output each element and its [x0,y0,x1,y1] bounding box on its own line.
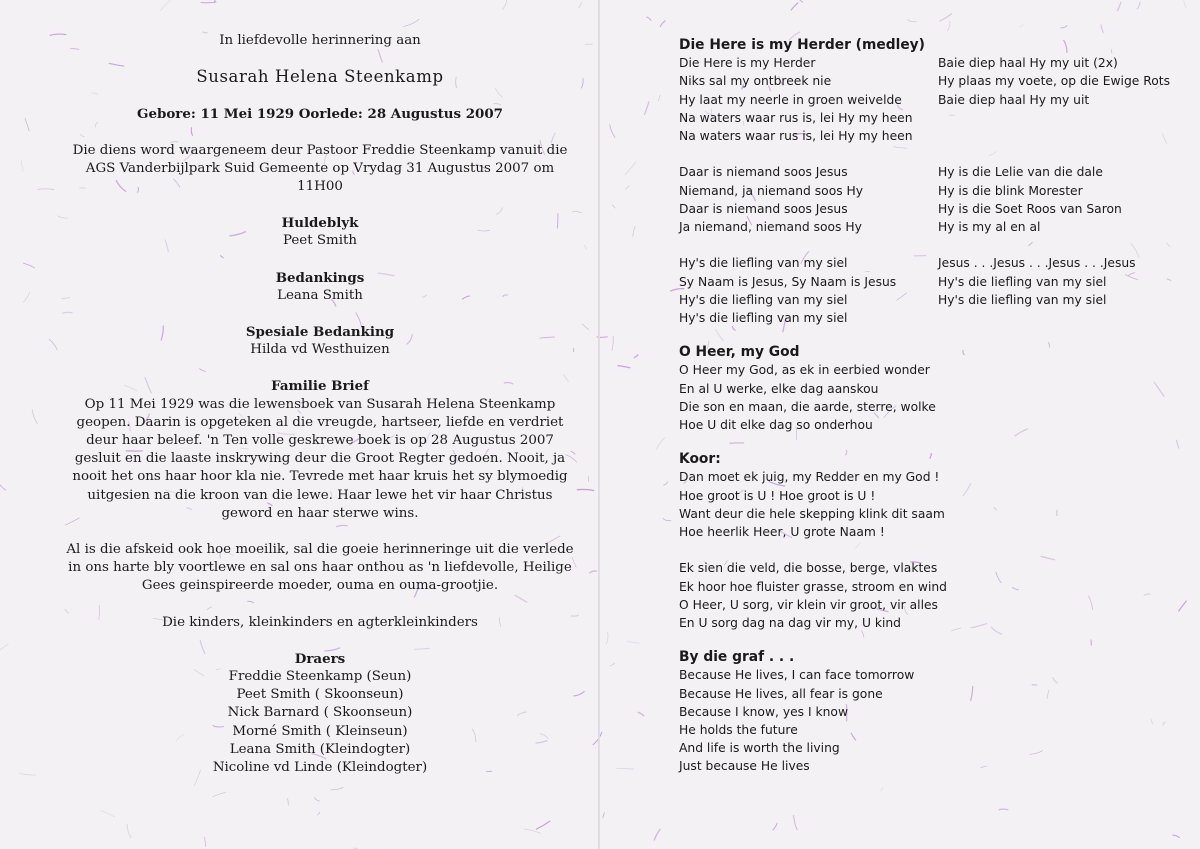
paper-fiber [791,3,798,11]
paper-fiber [612,205,615,209]
bearer: Morné Smith ( Kleinseun) [232,723,408,739]
paper-fiber [502,0,507,10]
lyric-line: And life is worth the living [679,741,840,756]
tribute-heading: Huldeblyk [281,215,359,232]
song2-verse-1 [679,361,1179,434]
lyric-line: He holds the future [679,723,798,738]
family-signature: Die kinders, kleinkinders en agterkleinkinders [162,614,478,630]
lyric-line: Hy's die liefling van my siel [679,256,848,271]
paper-fiber [23,292,30,302]
chorus-lines [679,468,1179,541]
song1-block-1 [679,54,1179,145]
lyric-line: Baie diep haal Hy my uit (2x) [938,56,1118,71]
special-thanks-heading: Spesiale Bedanking [245,324,395,341]
paper-fiber [49,339,57,350]
paper-fiber [1101,25,1104,33]
paper-fiber [524,829,541,834]
lyric-line: En al U werke, elke dag aanskou [679,381,879,396]
paper-fiber [907,20,916,22]
lyric-line: Hy plaas my voete, op die Ewige Rots [938,74,1170,89]
paper-fiber [161,0,171,11]
paper-fiber [579,2,582,8]
paper-fiber [1178,601,1186,612]
paper-fiber [585,44,593,45]
birth-death-dates: Gebore: 11 Mei 1929 Oorlede: 28 Augustus 2007 [137,106,503,123]
bearer: Leana Smith (Kleindogter) [229,741,411,757]
bearer: Nick Barnard ( Skoonseun) [227,705,413,721]
lyric-line: Hoe heerlik Heer, U grote Naam ! [679,525,885,540]
deceased-name: Susarah Helena Steenkamp [196,67,444,87]
paper-fiber [25,118,30,131]
farewell-text: Al is die afskeid ook hoe moeilik, sal die goeie herinneringe uit die verlede in ons harte bly voortlewe en sal ons haar onthou as 'n liefdevolle, Heilige Gees geinspireerde moeder, ouma en ouma-grootjie. [66,542,574,594]
paper-fiber [1137,2,1140,10]
paper-fiber [314,798,319,802]
lyric-line: Ek sien die veld, die bosse, berge, vlaktes [679,561,938,576]
lyric-line: Hy's die liefling van my siel [679,311,848,326]
paper-fiber [663,482,667,486]
paper-fiber [634,355,639,358]
family-letter-text: Op 11 Mei 1929 was die lewensboek van Susarah Helena Steenkamp geopen. Daarin is opgeteken al die vreugde, hartseer, liefde en verdriet deur haar beleef. 'n Ten volle geskrewe boek is op 28 Augustus 2007 gesluit en die laaste inskrywing deur die Groot Regter gedoen. Nooit, ja nooit het ons haar hoor kla nie. Tevrede met haar kruis het sy blymoedig uitgesien na die kroon van die lewe. Haar lewe het vir haar Christus geword en haar sterwe wins. [72,396,568,521]
paper-fiber [127,824,131,838]
lyric-line: Die son en maan, die aarde, sterre, wolke [679,399,936,414]
lyric-line: Daar is niemand soos Jesus [679,201,848,216]
song1-block-3 [679,254,1179,327]
paper-fiber [32,409,37,424]
thanks-heading: Bedankings [275,269,365,286]
service-details: Die diens word waargeneem deur Pastoor Freddie Steenkamp vanuit die AGS Vanderbijlpark Suid Gemeente op Vrydag 31 Augustus 2007 om 11H00 [72,142,568,195]
paper-fiber [618,366,631,368]
lyric-line: Sy Naam is Jesus, Sy Naam is Jesus [679,274,897,289]
paper-fiber [353,848,357,849]
lyric-line: Hoe groot is U ! Hoe groot is U ! [679,488,876,503]
lyric-line: Hy is die Lelie van die dale [938,165,1103,180]
chorus-title: Koor: [679,451,721,468]
paper-fiber [606,632,608,644]
paper-fiber [287,798,288,805]
thanks-name: Leana Smith [277,287,363,303]
paper-fiber [645,101,650,114]
paper-fiber [626,186,630,190]
paper-fiber [656,438,665,450]
lyric-line: Dan moet ek juig, my Redder en my God ! [679,470,940,485]
lyric-line: Hy's die liefling van my siel [679,292,848,307]
lyric-line: O Heer, U sorg, vir klein vir groot, vir alles [679,597,938,612]
lyric-line: En U sorg dag na dag vir my, U kind [679,616,901,631]
lyric-line: Die Here is my Herder [679,56,816,71]
paper-fiber [38,189,55,190]
paper-fiber [403,19,419,27]
lyric-line: Because I know, yes I know [679,704,849,719]
song-title-herder: Die Here is my Herder (medley) [679,37,925,53]
paper-fiber [1173,835,1180,838]
bearers-heading: Draers [294,650,346,667]
paper-fiber [201,2,217,3]
paper-fiber [213,792,226,796]
paper-fiber [1117,2,1121,11]
paper-fiber [999,809,1009,810]
memorial-right-page [679,36,1179,776]
grave-song-lines [679,666,1179,775]
paper-fiber [19,773,36,775]
paper-fiber [638,712,644,716]
special-thanks-name: Hilda vd Westhuizen [250,342,390,358]
bearers-list [60,668,580,777]
grave-song-title: By die graf . . . [679,649,795,666]
paper-fiber [610,663,615,666]
lyric-line: Just because He lives [679,759,810,774]
paper-fiber [773,823,778,831]
paper-fiber [610,124,616,137]
paper-fiber [331,787,344,790]
paper-fiber [1060,25,1067,28]
lyric-line: Jesus . . .Jesus . . .Jesus . . .Jesus [938,256,1136,271]
paper-fiber [947,21,950,31]
paper-fiber [1184,1,1186,8]
family-letter-heading: Familie Brief [271,378,369,395]
memorial-left-page [60,32,580,777]
lyric-line: Hy laat my neerle in groen weivelde [679,92,902,107]
lyric-line: Na waters waar rus is, lei Hy my heen [679,129,913,144]
paper-fiber [939,14,952,22]
lyric-line: Hoe U dit elke dag so onderhou [679,418,873,433]
paper-fiber [625,162,636,176]
lyric-line: Daar is niemand soos Jesus [679,165,848,180]
lyric-line: Hy is die Soet Roos van Saron [938,201,1122,216]
bearer: Freddie Steenkamp (Seun) [228,669,412,685]
song-title-o-heer: O Heer, my God [679,344,800,361]
paper-fiber [612,336,613,351]
lyric-line: Na waters waar rus is, lei Hy my heen [679,110,913,125]
paper-fiber [582,324,589,330]
paper-fiber [663,518,671,521]
lyric-line: Hy is my al en al [938,220,1041,235]
paper-fiber [798,0,803,3]
lyric-line: Hy's die liefling van my siel [938,274,1107,289]
paper-fiber [536,821,550,829]
lyric-line: Ek hoor hoe fluister grasse, stroom en wind [679,579,947,594]
paper-fiber [660,21,665,28]
lyric-line: Niks sal my ontbreek nie [679,74,832,89]
paper-fiber [22,161,24,172]
bearer: Peet Smith ( Skoonseun) [236,687,404,703]
paper-fiber [100,810,115,817]
paper-fiber [590,571,597,573]
paper-fiber [794,815,798,830]
paper-fiber [581,78,583,88]
paper-fiber [633,226,635,237]
paper-fiber [603,812,605,818]
paper-fiber [205,837,206,847]
paper-fiber [881,787,883,791]
page-fold [598,0,600,849]
paper-fiber [654,829,660,840]
lyric-line: Baie diep haal Hy my uit [938,92,1090,107]
lyric-line: Want deur die hele skepping klink dit saam [679,506,945,521]
lyric-line: O Heer my God, as ek in eerbied wonder [679,363,930,378]
paper-fiber [584,245,586,249]
lyric-line: Hy's die liefling van my siel [938,292,1107,307]
paper-fiber [23,263,35,268]
song1-block-2 [679,163,1179,236]
paper-fiber [0,644,9,654]
intro-text: In liefdevolle herinnering aan [219,33,421,48]
lyric-line: Ja niemand, niemand soos Hy [679,220,862,235]
lyric-line: Niemand, ja niemand soos Hy [679,183,864,198]
paper-fiber [646,17,651,21]
lyric-line: Because He lives, all fear is gone [679,686,883,701]
paper-fiber [616,768,634,769]
song2-verse-2 [679,559,1179,632]
lyric-line: Because He lives, I can face tomorrow [679,668,915,683]
paper-fiber [0,479,6,490]
paper-fiber [1020,25,1024,27]
paper-fiber [627,641,640,643]
bearer: Nicoline vd Linde (Kleindogter) [212,760,428,776]
tribute-name: Peet Smith [282,233,358,249]
paper-fiber [659,95,661,101]
paper-fiber [318,812,321,815]
lyric-line: Hy is die blink Morester [938,183,1083,198]
